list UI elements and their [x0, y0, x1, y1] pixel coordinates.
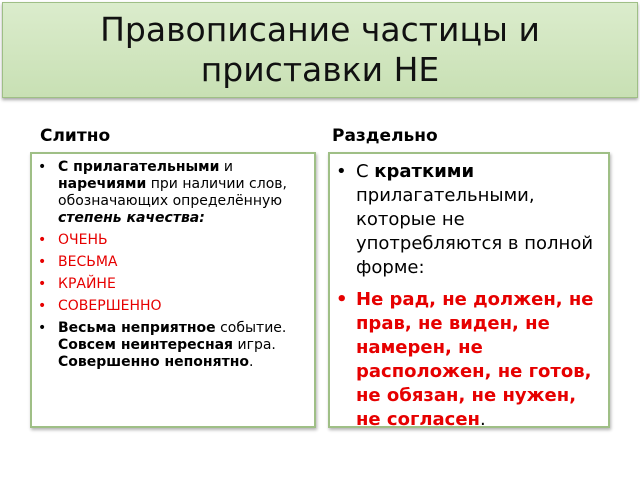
panel-left — [30, 152, 316, 428]
title-banner — [2, 2, 638, 98]
text: и — [219, 159, 233, 175]
text: при наличии слов, обозначающих определённую — [58, 176, 287, 209]
text-bold-italic: степень качества: — [58, 210, 205, 226]
text: . — [249, 354, 254, 370]
text: С — [356, 161, 375, 182]
text: событие. — [215, 320, 287, 336]
heading-right: Раздельно — [332, 126, 438, 146]
left-item-word: • СОВЕРШЕННО — [38, 298, 308, 315]
left-item-rule — [38, 159, 308, 227]
right-list — [336, 160, 602, 432]
text-red-bold: Не рад, не должен, не прав, не виден, не намерен, не расположен, не готов, не обязан, не нужен, не согласен — [356, 289, 594, 430]
left-item-word: • КРАЙНЕ — [38, 276, 308, 293]
text: прилагательными, которые не употребляются в полной форме: — [356, 185, 594, 278]
left-list — [38, 159, 308, 371]
right-item-rule — [336, 160, 602, 280]
text: . — [480, 409, 486, 430]
panel-right — [328, 152, 610, 428]
text-bold: Весьма неприятное — [58, 320, 216, 336]
heading-left: Слитно — [40, 126, 111, 146]
left-item-word: • ОЧЕНЬ — [38, 232, 308, 249]
left-item-word: • ВЕСЬМА — [38, 254, 308, 271]
text-bold: С прилагательными — [58, 159, 220, 175]
slide-title: Правописание частицы и приставки НЕ — [100, 10, 540, 89]
text-bold: наречиями — [58, 176, 147, 192]
text: игра. — [233, 337, 276, 353]
text-bold: Совсем неинтересная — [58, 337, 234, 353]
text-bold: краткими — [374, 161, 475, 182]
left-item-examples — [38, 320, 308, 371]
text-bold: Совершенно непонятно — [58, 354, 249, 370]
right-item-examples — [336, 288, 602, 432]
